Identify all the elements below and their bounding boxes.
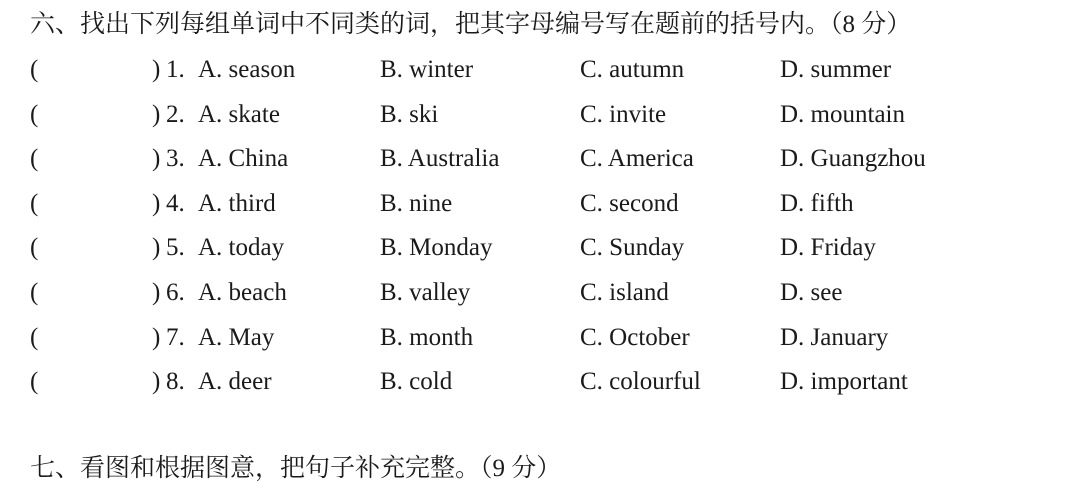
- option-b: B. ski: [380, 100, 439, 128]
- answer-paren-close: ): [152, 145, 161, 173]
- question-row: [0, 273, 1080, 313]
- option-c: C. colourful: [580, 368, 701, 396]
- option-b: B. Australia: [380, 145, 500, 173]
- answer-paren-close: ): [152, 234, 161, 262]
- option-d: D. important: [780, 368, 908, 396]
- section-7-heading: 七、看图和根据图意，把句子补充完整。（9 分）: [30, 455, 562, 482]
- option-b: B. cold: [380, 368, 453, 396]
- question-row: [0, 318, 1080, 358]
- question-row: [0, 184, 1080, 224]
- answer-paren-open: (: [30, 323, 39, 351]
- option-c: C. island: [580, 279, 669, 306]
- question-number: 2.: [166, 100, 185, 128]
- question-row: [0, 50, 1080, 90]
- option-c: C. invite: [580, 100, 667, 128]
- answer-paren-close: ): [152, 100, 161, 128]
- question-number: 6.: [166, 279, 185, 306]
- option-a: A. deer: [198, 368, 272, 396]
- option-b: B. winter: [380, 56, 474, 83]
- answer-paren-close: ): [152, 189, 161, 217]
- answer-paren-open: (: [30, 145, 39, 173]
- option-a: A. May: [198, 323, 275, 351]
- answer-paren-open: (: [30, 189, 39, 217]
- question-row: [0, 228, 1080, 268]
- option-c: C. October: [580, 323, 690, 351]
- option-c: C. autumn: [580, 56, 685, 83]
- answer-paren-close: ): [152, 323, 161, 351]
- question-row: [0, 95, 1080, 135]
- option-a: A. skate: [198, 100, 280, 128]
- answer-paren-close: ): [152, 56, 161, 83]
- answer-paren-open: (: [30, 56, 39, 83]
- question-row: [0, 362, 1080, 402]
- answer-paren-open: (: [30, 234, 39, 262]
- question-number: 8.: [166, 368, 185, 396]
- option-d: D. January: [780, 323, 889, 351]
- answer-paren-open: (: [30, 368, 39, 396]
- option-d: D. fifth: [780, 189, 854, 217]
- option-d: D. see: [780, 279, 843, 306]
- question-number: 3.: [166, 145, 185, 173]
- option-a: A. season: [198, 56, 296, 83]
- option-a: A. China: [198, 145, 289, 173]
- answer-paren-close: ): [152, 279, 161, 306]
- option-d: D. mountain: [780, 100, 905, 128]
- option-b: B. month: [380, 323, 474, 351]
- question-row: [0, 139, 1080, 179]
- option-c: C. Sunday: [580, 234, 685, 262]
- answer-paren-open: (: [30, 279, 39, 306]
- answer-paren-close: ): [152, 368, 161, 396]
- option-b: B. valley: [380, 279, 471, 306]
- option-a: A. beach: [198, 279, 287, 306]
- option-b: B. Monday: [380, 234, 493, 262]
- section-6-heading: 六、找出下列每组单词中不同类的词，把其字母编号写在题前的括号内。（8 分）: [30, 11, 912, 38]
- option-c: C. America: [580, 145, 694, 173]
- option-b: B. nine: [380, 189, 453, 217]
- question-number: 4.: [166, 189, 185, 217]
- option-a: A. today: [198, 234, 285, 262]
- answer-paren-open: (: [30, 100, 39, 128]
- option-a: A. third: [198, 189, 276, 217]
- option-d: D. Guangzhou: [780, 145, 926, 173]
- option-c: C. second: [580, 189, 679, 217]
- question-number: 5.: [166, 234, 185, 262]
- question-number: 7.: [166, 323, 185, 351]
- option-d: D. summer: [780, 56, 892, 83]
- option-d: D. Friday: [780, 234, 876, 262]
- question-number: 1.: [166, 56, 185, 83]
